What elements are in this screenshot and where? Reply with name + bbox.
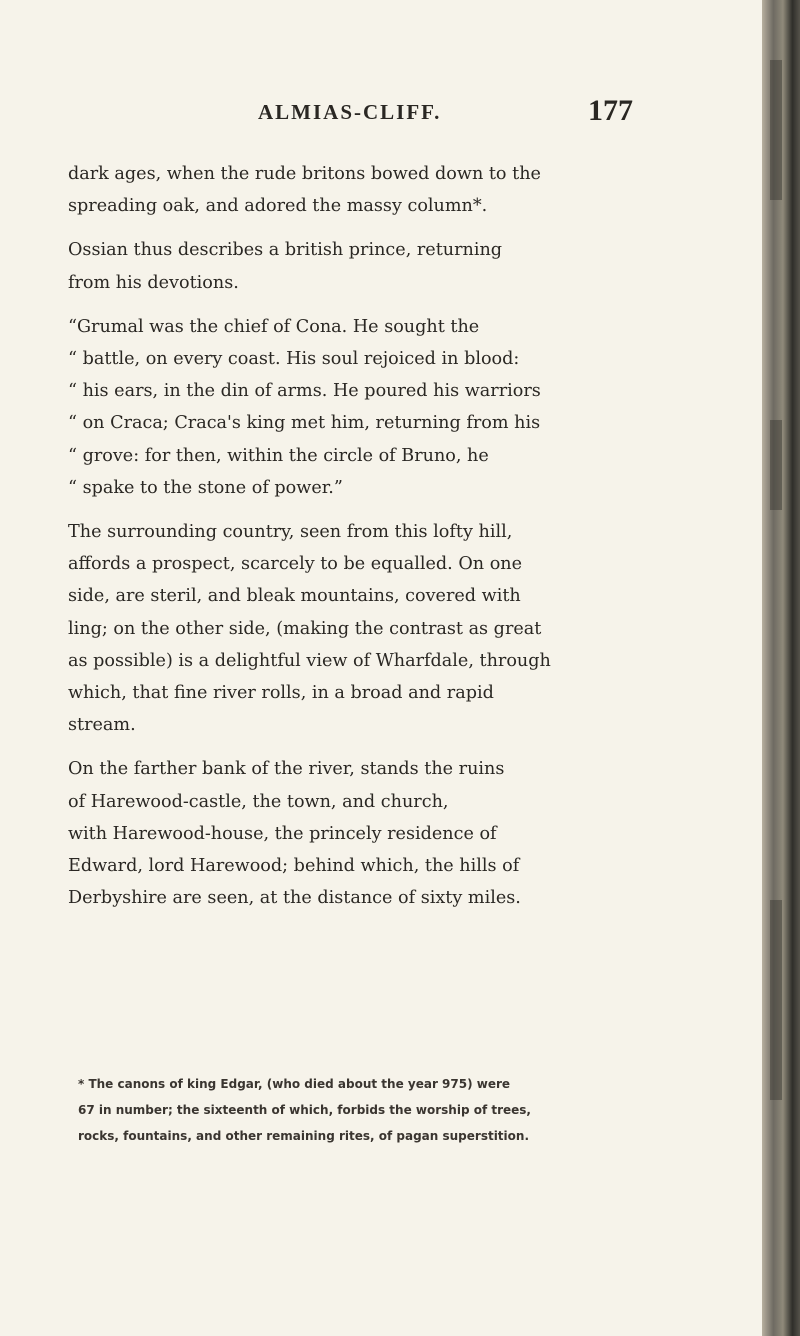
- text-line: The surrounding country, seen from this lofty hill,: [68, 522, 513, 543]
- text-line: affords a prospect, scarcely to be equalled. On one: [68, 554, 523, 575]
- text-line: spreading oak, and adored the massy column*.: [68, 196, 488, 217]
- text-line: Derbyshire are seen, at the distance of sixty miles.: [68, 888, 521, 909]
- quote-line: “ his ears, in the din of arms. He poured his warriors: [68, 381, 541, 402]
- edge-shadow: [770, 60, 782, 200]
- text-line: with Harewood-house, the princely residence of: [68, 823, 497, 844]
- paragraph-1: [68, 158, 628, 222]
- footnote-line: * The canons of king Edgar, (who died about the year 975) were: [78, 1077, 511, 1091]
- text-line: which, that fine river rolls, in a broad and rapid: [68, 683, 494, 704]
- footnote-line: rocks, fountains, and other remaining rites, of pagan superstition.: [78, 1129, 530, 1143]
- quote-line: “ spake to the stone of power.”: [68, 477, 343, 498]
- text-line: from his devotions.: [68, 272, 239, 293]
- quote-line: “ battle, on every coast. His soul rejoiced in blood:: [68, 349, 520, 370]
- paragraph-3: [68, 516, 628, 741]
- edge-shadow: [770, 900, 782, 1100]
- footnote: [78, 1071, 638, 1149]
- text-line: Ossian thus describes a british prince, returning: [68, 240, 503, 261]
- paragraph-4: [68, 753, 628, 914]
- paragraph-2: [68, 234, 628, 298]
- edge-shadow: [770, 420, 782, 510]
- running-head: ALMIAS-CLIFF.: [258, 100, 442, 124]
- text-line: as possible) is a delightful view of Wharfdale, through: [68, 650, 551, 671]
- text-line: ling; on the other side, (making the contrast as great: [68, 618, 542, 639]
- text-line: dark ages, when the rude britons bowed down to the: [68, 164, 541, 184]
- quote-line: “Grumal was the chief of Cona. He sought the: [68, 316, 480, 337]
- quote-line: “ grove: for then, within the circle of Bruno, he: [68, 445, 489, 466]
- text-line: On the farther bank of the river, stands the ruins: [68, 759, 505, 780]
- text-line: stream.: [68, 715, 136, 736]
- quote-line: “ on Craca; Craca's king met him, returning from his: [68, 413, 541, 434]
- page-number: 177: [588, 94, 633, 127]
- text-line: of Harewood-castle, the town, and church,: [68, 791, 449, 812]
- book-spine-edge: [762, 0, 800, 1336]
- footnote-line: 67 in number; the sixteenth of which, forbids the worship of trees,: [78, 1103, 531, 1117]
- ossian-quotation: [68, 311, 628, 504]
- text-line: side, are steril, and bleak mountains, covered with: [68, 586, 521, 607]
- text-line: Edward, lord Harewood; behind which, the hills of: [68, 856, 520, 877]
- body-text: [68, 158, 628, 914]
